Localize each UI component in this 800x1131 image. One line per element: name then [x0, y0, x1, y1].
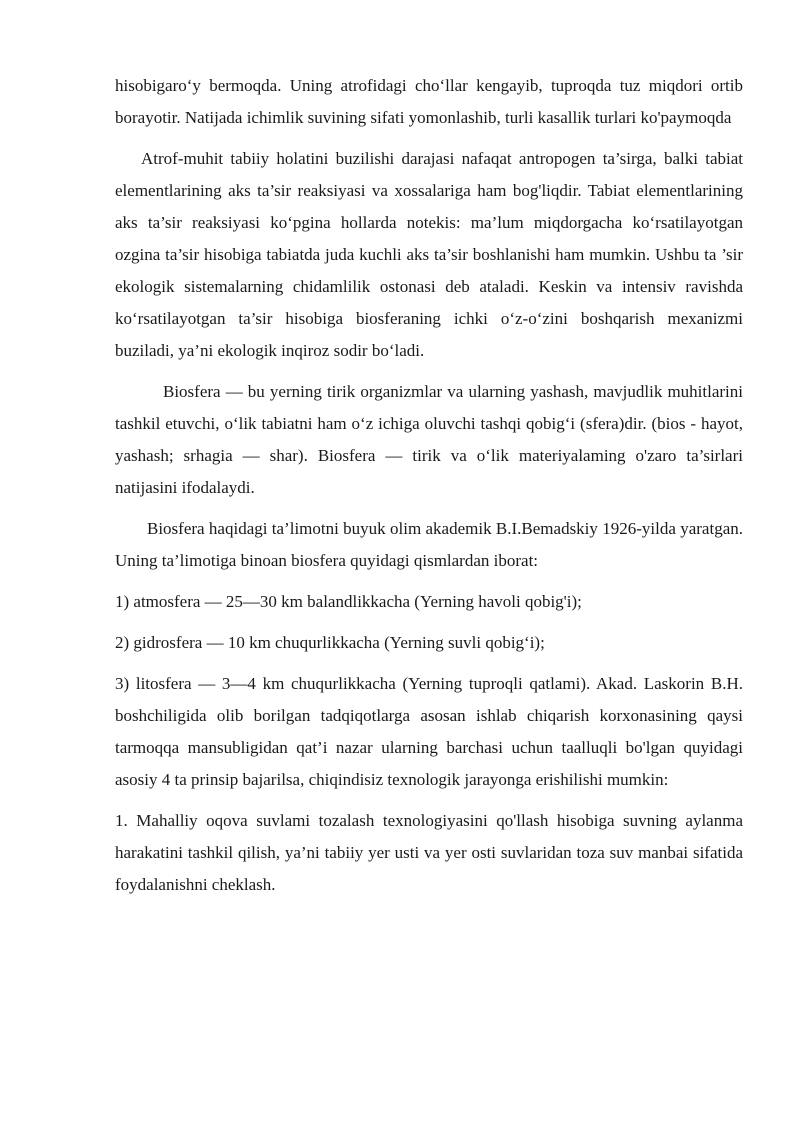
paragraph-biosphere-definition: Biosfera — bu yerning tirik organizmlar va ularning yashash, mavjudlik muhitlarini tashkil etuvchi, o‘lik tabiatni ham o‘z ichiga oluvchi tashqi qobig‘i (sfera)dir. (bios - hayot, yashash; srhagia — shar). Biosfera — tirik va o‘lik materiyalaming o'zaro ta’sirlari natijasini ifodalaydi.: [115, 382, 743, 497]
list-item-principle-1: 1. Mahalliy oqova suvlami tozalash texnologiyasini qo'llash hisobiga suvning aylanma harakatini tashkil qilish, ya’ni tabiiy yer usti va yer osti suvlaridan toza suv manbai sifatida foydalanishni cheklash.: [115, 811, 743, 894]
paragraph-environment-state: Atrof-muhit tabiiy holatini buzilishi darajasi nafaqat antropogen ta’sirga, balki tabiat elementlarining aks ta’sir reaksiyasi va xossalariga ham bog'liqdir. Tabiat elementlarining aks ta’sir reaksiyasi ko‘pgina hollarda notekis: ma’lum miqdorgacha ko‘rsatilayotgan ozgina ta’sir hisobiga tabiatda juda kuchli aks ta’sir boshlanishi ham mumkin. Ushbu ta ’sir ekologik sistemalarning chidamlilik ostonasi deb ataladi. Keskin va intensiv ravishda ko‘rsatilayotgan ta’sir hisobiga biosferaning ichki o‘z-o‘zini boshqarish mexanizmi buziladi, ya’ni ekologik inqiroz sodir bo‘ladi.: [115, 149, 743, 360]
list-item-hydrosphere: 2) gidrosfera — 10 km chuqurlikkacha (Yerning suvli qobig‘i);: [115, 633, 545, 652]
paragraph-biosphere-doctrine: Biosfera haqidagi ta’limotni buyuk olim akademik B.I.Bemadskiy 1926-yilda yaratgan. Uning ta’limotiga binoan biosfera quyidagi qismlardan iborat:: [115, 519, 743, 570]
list-item-lithosphere: 3) litosfera — 3—4 km chuqurlikkacha (Yerning tuproqli qatlami). Akad. Laskorin B.H. boshchiligida olib borilgan tadqiqotlarga asosan ishlab chiqarish korxonasining qaysi tarmoqqa mansubligidan qat’i nazar ularning barchasi uchun taalluqli bo'lgan quyidagi asosiy 4 ta prinsip bajarilsa, chiqindisiz texnologik jarayonga erishilishi mumkin:: [115, 674, 743, 789]
document-body: [115, 70, 743, 901]
paragraph-continuation: hisobigaro‘y bermoqda. Uning atrofidagi cho‘llar kengayib, tuproqda tuz miqdori ortib borayotir. Natijada ichimlik suvining sifati yomonlashib, turli kasallik turlari ko'paymoqda: [115, 76, 743, 127]
list-item-atmosphere: 1) atmosfera — 25—30 km balandlikkacha (Yerning havoli qobig'i);: [115, 592, 582, 611]
